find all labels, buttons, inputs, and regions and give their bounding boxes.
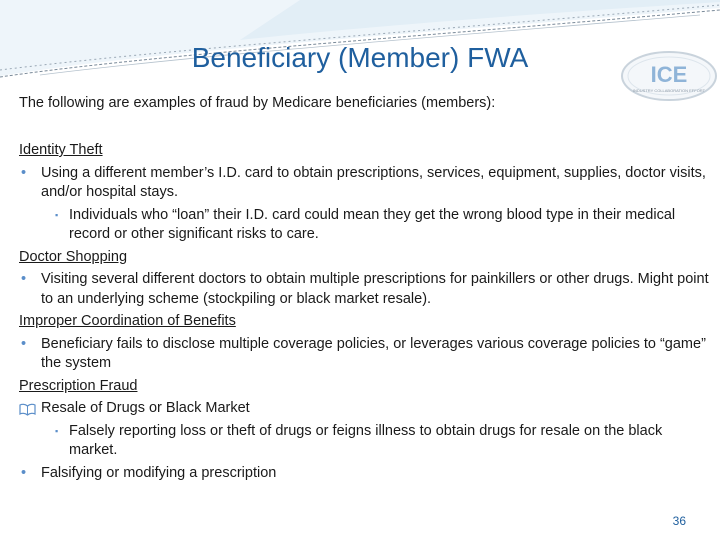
sub-bullet-icon: ▪ <box>55 209 59 220</box>
bullet-icon: • <box>21 335 27 352</box>
svg-text:INDUSTRY COLLABORATION EFFORT: INDUSTRY COLLABORATION EFFORT <box>632 88 706 93</box>
slide-title: Beneficiary (Member) FWA <box>191 42 529 73</box>
svg-text:ICE: ICE <box>650 62 688 87</box>
list-item-text: Using a different member’s I.D. card to obtain prescriptions, services, equipment, supplies, doctor visits, and/or hospital stays. <box>41 164 706 200</box>
ice-logo <box>620 50 718 102</box>
page-number: 36 <box>672 514 686 528</box>
section-heading-doctor-shopping: Doctor Shopping <box>19 248 128 265</box>
list-item <box>19 335 709 374</box>
section-heading-improper-coordination: Improper Coordination of Benefits <box>19 313 236 329</box>
sub-list-item-text: Falsely reporting loss or theft of drugs or feigns illness to obtain drugs for resale on the black market. <box>69 422 663 458</box>
sub-bullet-icon: ▪ <box>55 425 59 436</box>
list-item <box>19 270 709 309</box>
section-heading-prescription-fraud: Prescription Fraud <box>19 377 138 394</box>
bullet-icon: • <box>21 464 27 481</box>
sub-list-item <box>19 206 709 245</box>
content-list <box>19 141 709 486</box>
list-item-text: Falsifying or modifying a prescription <box>41 464 277 481</box>
sub-list-item-text: Individuals who “loan” their I.D. card could mean they get the wrong blood type in their medical record or other significant risks to care. <box>69 206 676 242</box>
intro-text: The following are examples of fraud by Medicare beneficiaries (members): <box>19 95 496 111</box>
list-item-text: Beneficiary fails to disclose multiple coverage policies, or leverages various coverage policies to “game” the system <box>41 335 706 371</box>
bullet-icon: • <box>21 271 27 287</box>
sub-list-item <box>19 422 709 461</box>
book-icon <box>19 399 36 423</box>
list-item <box>19 164 709 203</box>
bullet-icon: • <box>21 164 27 181</box>
list-item-text: Resale of Drugs or Black Market <box>41 400 250 416</box>
list-item <box>19 464 709 484</box>
list-item-text: Visiting several different doctors to obtain multiple prescriptions for painkillers or other drugs. Might point to an underlying scheme (stockpiling or black market resale). <box>41 271 709 307</box>
list-item <box>19 399 709 419</box>
section-heading-identity-theft: Identity Theft <box>19 142 103 158</box>
